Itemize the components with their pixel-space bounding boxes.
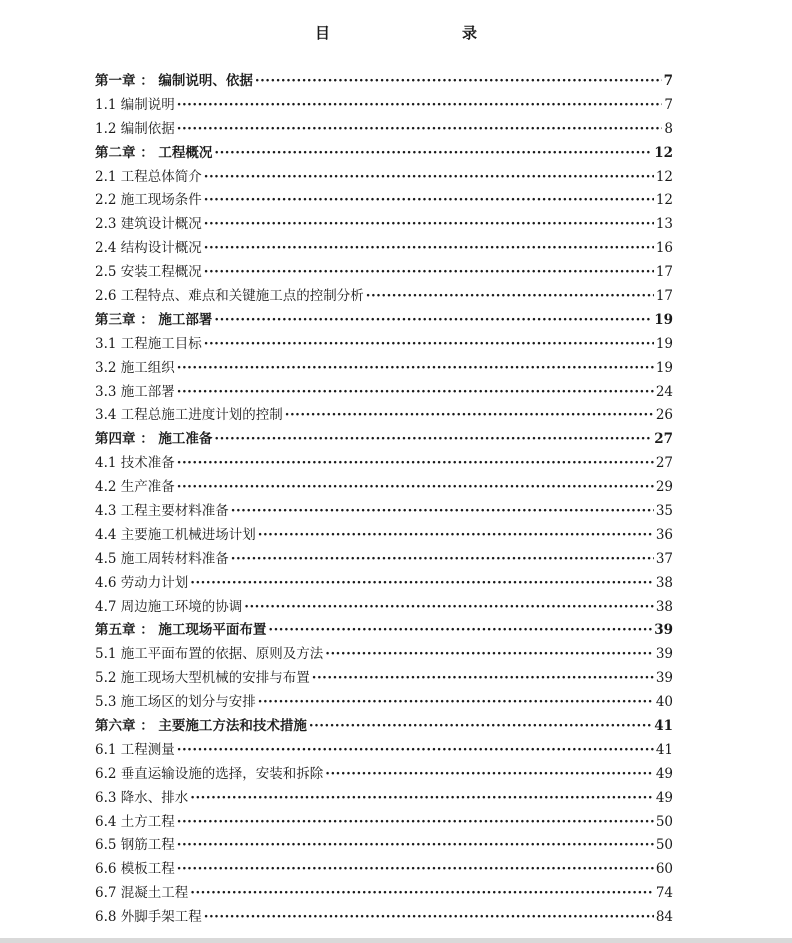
toc-entry-label: 第五章 ： 施工现场平面布置 bbox=[95, 622, 267, 639]
dot-leader bbox=[268, 619, 652, 643]
toc-entry-label: 6.5 钢筋工程 bbox=[95, 837, 175, 854]
toc-section-entry[interactable] bbox=[95, 691, 673, 715]
toc-entry-page-number: 41 bbox=[655, 741, 673, 758]
dot-leader bbox=[325, 763, 654, 787]
dot-leader bbox=[258, 524, 654, 548]
toc-entry-page-number: 39 bbox=[654, 622, 673, 639]
toc-section-entry[interactable] bbox=[95, 763, 673, 787]
dot-leader bbox=[258, 691, 654, 715]
dot-leader bbox=[177, 835, 654, 859]
toc-entry-label: 第二章 ： 工程概况 bbox=[95, 144, 213, 161]
toc-entry-label: 2.4 结构设计概况 bbox=[95, 240, 202, 257]
toc-chapter-entry[interactable] bbox=[95, 142, 673, 166]
toc-section-entry[interactable] bbox=[95, 404, 673, 428]
toc-entry-label: 2.2 施工现场条件 bbox=[95, 192, 202, 209]
page-bottom-edge bbox=[0, 938, 792, 943]
toc-chapter-entry[interactable] bbox=[95, 715, 673, 739]
toc-section-entry[interactable] bbox=[95, 667, 673, 691]
toc-entry-label: 1.1 编制说明 bbox=[95, 96, 175, 113]
dot-leader bbox=[204, 906, 654, 930]
toc-section-entry[interactable] bbox=[95, 596, 673, 620]
toc-entry-page-number: 27 bbox=[654, 431, 673, 448]
toc-entry-label: 6.2 垂直运输设施的选择，安装和拆除 bbox=[95, 765, 324, 782]
toc-entry-label: 第三章 ： 施工部署 bbox=[95, 311, 213, 328]
dot-leader bbox=[214, 428, 652, 452]
toc-entry-page-number: 19 bbox=[654, 311, 673, 328]
toc-section-entry[interactable] bbox=[95, 906, 673, 930]
dot-leader bbox=[177, 381, 654, 405]
toc-entry-page-number: 41 bbox=[654, 718, 673, 735]
dot-leader bbox=[177, 811, 654, 835]
toc-entry-label: 4.4 主要施工机械进场计划 bbox=[95, 526, 256, 543]
toc-entry-label: 4.5 施工周转材料准备 bbox=[95, 550, 229, 567]
toc-entry-label: 5.3 施工场区的划分与安排 bbox=[95, 694, 256, 711]
toc-entry-page-number: 12 bbox=[654, 144, 673, 161]
toc-section-entry[interactable] bbox=[95, 357, 673, 381]
toc-entry-page-number: 16 bbox=[655, 240, 673, 257]
table-of-contents bbox=[95, 70, 673, 930]
toc-entry-label: 4.2 生产准备 bbox=[95, 479, 175, 496]
toc-section-entry[interactable] bbox=[95, 261, 673, 285]
dot-leader bbox=[190, 572, 654, 596]
toc-entry-label: 3.4 工程总施工进度计划的控制 bbox=[95, 407, 283, 424]
toc-entry-label: 6.6 模板工程 bbox=[95, 861, 175, 878]
toc-entry-page-number: 49 bbox=[655, 789, 673, 806]
toc-entry-label: 第四章 ： 施工准备 bbox=[95, 431, 213, 448]
toc-section-entry[interactable] bbox=[95, 452, 673, 476]
toc-entry-page-number: 50 bbox=[655, 813, 673, 830]
toc-section-entry[interactable] bbox=[95, 94, 673, 118]
toc-entry-page-number: 7 bbox=[664, 96, 673, 113]
toc-entry-label: 第六章 ： 主要施工方法和技术措施 bbox=[95, 718, 307, 735]
toc-entry-page-number: 12 bbox=[655, 192, 673, 209]
toc-entry-label: 2.3 建筑设计概况 bbox=[95, 216, 202, 233]
dot-leader bbox=[177, 739, 654, 763]
toc-section-entry[interactable] bbox=[95, 811, 673, 835]
toc-section-entry[interactable] bbox=[95, 166, 673, 190]
toc-section-entry[interactable] bbox=[95, 787, 673, 811]
toc-entry-page-number: 84 bbox=[655, 909, 673, 926]
dot-leader bbox=[177, 94, 663, 118]
toc-section-entry[interactable] bbox=[95, 118, 673, 142]
dot-leader bbox=[366, 285, 654, 309]
toc-entry-page-number: 19 bbox=[655, 335, 673, 352]
toc-entry-page-number: 38 bbox=[655, 574, 673, 591]
dot-leader bbox=[214, 309, 652, 333]
dot-leader bbox=[204, 237, 654, 261]
toc-entry-page-number: 7 bbox=[663, 72, 673, 89]
toc-entry-page-number: 40 bbox=[655, 694, 673, 711]
toc-entry-label: 3.2 施工组织 bbox=[95, 359, 175, 376]
toc-entry-page-number: 39 bbox=[655, 646, 673, 663]
toc-entry-label: 4.1 技术准备 bbox=[95, 455, 175, 472]
toc-section-entry[interactable] bbox=[95, 476, 673, 500]
toc-section-entry[interactable] bbox=[95, 524, 673, 548]
toc-chapter-entry[interactable] bbox=[95, 309, 673, 333]
toc-section-entry[interactable] bbox=[95, 189, 673, 213]
dot-leader bbox=[177, 476, 654, 500]
dot-leader bbox=[312, 667, 654, 691]
toc-entry-page-number: 35 bbox=[655, 503, 673, 520]
dot-leader bbox=[231, 548, 654, 572]
toc-entry-page-number: 19 bbox=[655, 359, 673, 376]
dot-leader bbox=[204, 333, 654, 357]
toc-entry-label: 6.3 降水、排水 bbox=[95, 789, 189, 806]
toc-section-entry[interactable] bbox=[95, 237, 673, 261]
toc-entry-label: 6.4 土方工程 bbox=[95, 813, 175, 830]
toc-section-entry[interactable] bbox=[95, 333, 673, 357]
dot-leader bbox=[309, 715, 652, 739]
toc-entry-page-number: 50 bbox=[655, 837, 673, 854]
toc-entry-page-number: 8 bbox=[664, 120, 673, 137]
toc-section-entry[interactable] bbox=[95, 882, 673, 906]
toc-entry-label: 6.1 工程测量 bbox=[95, 741, 175, 758]
dot-leader bbox=[190, 882, 654, 906]
toc-entry-page-number: 17 bbox=[655, 264, 673, 281]
dot-leader bbox=[325, 643, 654, 667]
toc-entry-page-number: 36 bbox=[655, 526, 673, 543]
toc-section-entry[interactable] bbox=[95, 500, 673, 524]
dot-leader bbox=[177, 452, 654, 476]
toc-section-entry[interactable] bbox=[95, 572, 673, 596]
dot-leader bbox=[177, 357, 654, 381]
toc-section-entry[interactable] bbox=[95, 643, 673, 667]
dot-leader bbox=[177, 858, 654, 882]
toc-section-entry[interactable] bbox=[95, 381, 673, 405]
toc-section-entry[interactable] bbox=[95, 739, 673, 763]
toc-entry-label: 3.3 施工部署 bbox=[95, 383, 175, 400]
dot-leader bbox=[255, 70, 662, 94]
dot-leader bbox=[177, 118, 663, 142]
toc-section-entry[interactable] bbox=[95, 835, 673, 859]
toc-entry-label: 2.1 工程总体简介 bbox=[95, 168, 202, 185]
dot-leader bbox=[204, 166, 654, 190]
dot-leader bbox=[244, 596, 654, 620]
toc-entry-label: 3.1 工程施工目标 bbox=[95, 335, 202, 352]
toc-section-entry[interactable] bbox=[95, 285, 673, 309]
dot-leader bbox=[214, 142, 652, 166]
toc-entry-page-number: 38 bbox=[655, 598, 673, 615]
toc-entry-page-number: 26 bbox=[655, 407, 673, 424]
toc-chapter-entry[interactable] bbox=[95, 619, 673, 643]
toc-entry-page-number: 60 bbox=[655, 861, 673, 878]
toc-entry-page-number: 24 bbox=[655, 383, 673, 400]
toc-entry-label: 4.7 周边施工环境的协调 bbox=[95, 598, 243, 615]
toc-entry-label: 6.7 混凝土工程 bbox=[95, 885, 189, 902]
toc-section-entry[interactable] bbox=[95, 213, 673, 237]
toc-entry-label: 4.3 工程主要材料准备 bbox=[95, 503, 229, 520]
toc-entry-page-number: 74 bbox=[655, 885, 673, 902]
toc-entry-label: 5.2 施工现场大型机械的安排与布置 bbox=[95, 670, 310, 687]
toc-entry-label: 5.1 施工平面布置的依据、原则及方法 bbox=[95, 646, 324, 663]
toc-entry-label: 2.5 安装工程概况 bbox=[95, 264, 202, 281]
dot-leader bbox=[285, 404, 654, 428]
toc-entry-page-number: 37 bbox=[655, 550, 673, 567]
dot-leader bbox=[231, 500, 654, 524]
page-title: 目 录 bbox=[314, 24, 511, 42]
toc-chapter-entry[interactable] bbox=[95, 428, 673, 452]
toc-entry-page-number: 27 bbox=[655, 455, 673, 472]
toc-entry-page-number: 39 bbox=[655, 670, 673, 687]
toc-entry-label: 6.8 外脚手架工程 bbox=[95, 909, 202, 926]
toc-entry-label: 4.6 劳动力计划 bbox=[95, 574, 189, 591]
toc-entry-page-number: 29 bbox=[655, 479, 673, 496]
toc-entry-page-number: 17 bbox=[655, 288, 673, 304]
dot-leader bbox=[204, 189, 654, 213]
toc-entry-page-number: 49 bbox=[655, 765, 673, 782]
toc-entry-label: 2.6 工程特点、难点和关键施工点的控制分析 bbox=[95, 288, 364, 304]
dot-leader bbox=[190, 787, 654, 811]
toc-entry-label: 第一章 ： 编制说明、依据 bbox=[95, 72, 253, 89]
dot-leader bbox=[204, 213, 654, 237]
toc-chapter-entry[interactable] bbox=[95, 70, 673, 94]
dot-leader bbox=[204, 261, 654, 285]
toc-section-entry[interactable] bbox=[95, 548, 673, 572]
toc-entry-label: 1.2 编制依据 bbox=[95, 120, 175, 137]
toc-section-entry[interactable] bbox=[95, 858, 673, 882]
toc-entry-page-number: 12 bbox=[655, 168, 673, 185]
toc-entry-page-number: 13 bbox=[655, 216, 673, 233]
